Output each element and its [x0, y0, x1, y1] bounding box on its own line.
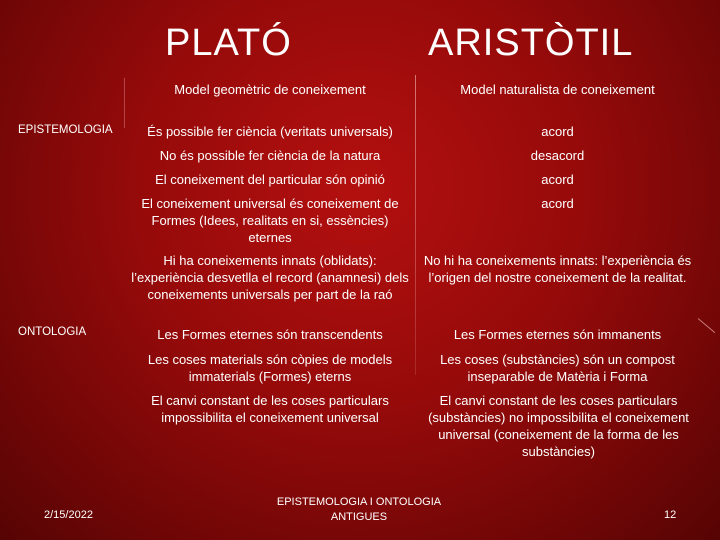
row-aristotle-cell: acord	[541, 124, 574, 139]
row-aristotle-cell: Les coses (substàncies) són un compost inseparable de Matèria i Forma	[440, 352, 675, 384]
row-aristotle-cell: acord	[541, 172, 574, 187]
row-plato-cell: El coneixement del particular són opinió	[155, 172, 385, 187]
subtitle-aristotle: Model naturalista de coneixement	[460, 82, 655, 97]
row-plato-cell: El coneixement universal és coneixement de Formes (Idees, realitats en si, essències) eternes	[141, 196, 399, 245]
row-plato-cell: Les coses materials són còpies de models immaterials (Formes) eterns	[147, 352, 393, 384]
title-plato: PLATÓ	[165, 22, 292, 64]
decorative-diagonal	[698, 318, 715, 333]
column-divider	[415, 75, 416, 375]
row-aristotle-cell: acord	[541, 196, 574, 211]
row-aristotle-cell: No hi ha coneixements innats: l’experiència és l’origen del nostre coneixement de la realitat.	[423, 253, 692, 285]
title-aristotle: ARISTÒTIL	[428, 22, 634, 64]
footer-date: 2/15/2022	[44, 509, 93, 521]
section-label-ontology: ONTOLOGIA	[18, 326, 87, 338]
row-aristotle-cell: desacord	[530, 148, 585, 163]
slide-number: 12	[664, 509, 677, 521]
row-aristotle-cell: Les Formes eternes són immanents	[453, 327, 662, 342]
row-plato-cell: No és possible fer ciència de la natura	[159, 148, 381, 163]
section-label-epistemology: EPISTEMOLOGIA	[18, 124, 113, 136]
row-aristotle-cell: El canvi constant de les coses particulars (substàncies) no impossibilita el coneixement universal (coneixement de la forma de les substàncies)	[428, 393, 689, 459]
row-plato-cell: És possible fer ciència (veritats universals)	[147, 124, 393, 139]
row-plato-cell: Les Formes eternes són transcendents	[157, 327, 383, 342]
row-plato-cell: Hi ha coneixements innats (oblidats): l’experiència desvetlla el record (anamnesi) dels coneixements universals per part de la raó	[131, 253, 409, 302]
left-accent-line	[124, 78, 125, 128]
row-plato-cell: El canvi constant de les coses particulars impossibilita el coneixement universal	[151, 393, 389, 425]
subtitle-plato: Model geomètric de coneixement	[174, 82, 366, 97]
footer-title: EPISTEMOLOGIA I ONTOLOGIA ANTIGUES	[276, 496, 442, 523]
